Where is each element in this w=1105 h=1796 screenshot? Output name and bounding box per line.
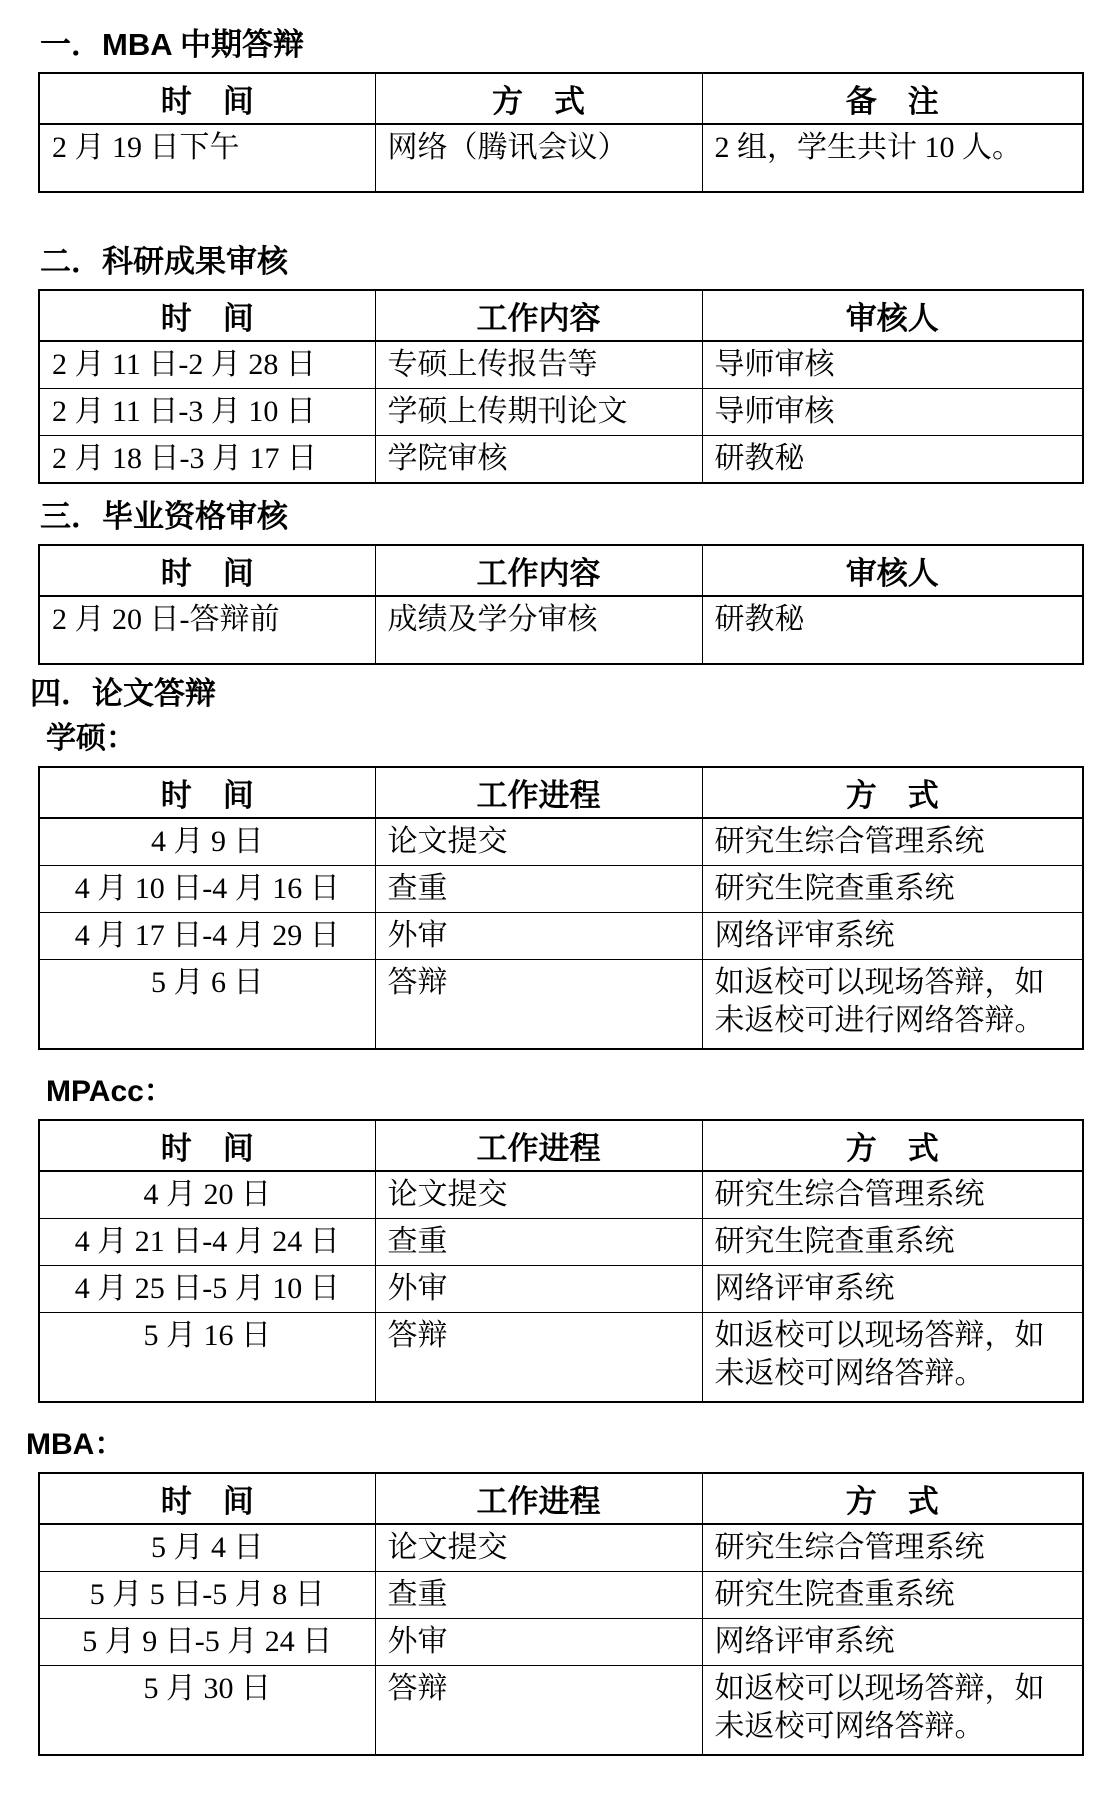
method-header: 方 式 (702, 1120, 1083, 1171)
section-graduation-qualification-review (38, 498, 1085, 665)
method-cell: 研究生院查重系统 (702, 1572, 1083, 1619)
qualification-review-table (38, 544, 1084, 665)
work-progress-cell: 查重 (375, 866, 702, 913)
method-cell: 如返校可以现场答辩，如未返校可网络答辩。 (702, 1313, 1083, 1403)
table-row (39, 1219, 1083, 1266)
work-progress-cell: 论文提交 (375, 1524, 702, 1572)
subsection-mpacc (38, 1074, 1085, 1403)
table-row (39, 389, 1083, 436)
table-row (39, 913, 1083, 960)
time-header: 时 间 (39, 545, 375, 596)
method-cell: 研究生综合管理系统 (702, 1524, 1083, 1572)
mpacc-defense-table (38, 1119, 1084, 1403)
table-row (39, 436, 1083, 484)
time-cell: 2 月 20 日-答辩前 (39, 596, 375, 664)
subsection-academic-master (38, 721, 1085, 1050)
subsection-label: MBA： (26, 1428, 125, 1461)
time-cell: 4 月 9 日 (39, 818, 375, 866)
method-cell: 如返校可以现场答辩，如未返校可网络答辩。 (702, 1666, 1083, 1756)
method-cell: 网络评审系统 (702, 1266, 1083, 1313)
table-row (39, 124, 1083, 192)
time-cell: 5 月 16 日 (39, 1313, 375, 1403)
note-cell: 2 组，学生共计 10 人。 (702, 124, 1083, 192)
section-title: 一．MBA 中期答辩 (40, 27, 305, 62)
work-progress-cell: 答辩 (375, 1666, 702, 1756)
time-cell: 4 月 25 日-5 月 10 日 (39, 1266, 375, 1313)
header-row (39, 1120, 1083, 1171)
table-row (39, 1313, 1083, 1403)
method-cell: 研究生综合管理系统 (702, 818, 1083, 866)
table-row (39, 1524, 1083, 1572)
work-content-cell: 学院审核 (375, 436, 702, 484)
subsection-label: 学硕： (46, 722, 136, 755)
time-header: 时 间 (39, 1120, 375, 1171)
table-row (39, 1619, 1083, 1666)
method-cell: 研究生院查重系统 (702, 866, 1083, 913)
subsection-mba (26, 1427, 1085, 1756)
work-progress-cell: 查重 (375, 1572, 702, 1619)
work-progress-cell: 外审 (375, 1619, 702, 1666)
reviewer-header: 审核人 (702, 545, 1083, 596)
work-progress-cell: 外审 (375, 913, 702, 960)
subsection-label: MPAcc： (46, 1075, 174, 1108)
method-header: 方 式 (375, 73, 702, 124)
time-cell: 4 月 21 日-4 月 24 日 (39, 1219, 375, 1266)
time-cell: 4 月 10 日-4 月 16 日 (39, 866, 375, 913)
method-cell: 网络（腾讯会议） (375, 124, 702, 192)
time-cell: 2 月 11 日-3 月 10 日 (39, 389, 375, 436)
table-row (39, 341, 1083, 389)
work-content-cell: 学硕上传期刊论文 (375, 389, 702, 436)
table-row (39, 818, 1083, 866)
section-title: 二．科研成果审核 (40, 244, 288, 279)
reviewer-cell: 研教秘 (702, 596, 1083, 664)
header-row (39, 545, 1083, 596)
work-content-cell: 专硕上传报告等 (375, 341, 702, 389)
header-row (39, 767, 1083, 818)
work-progress-cell: 答辩 (375, 1313, 702, 1403)
table-row (39, 960, 1083, 1050)
method-header: 方 式 (702, 767, 1083, 818)
time-cell: 5 月 6 日 (39, 960, 375, 1050)
time-header: 时 间 (39, 1473, 375, 1524)
table-row (39, 1171, 1083, 1219)
method-cell: 研究生院查重系统 (702, 1219, 1083, 1266)
work-progress-header: 工作进程 (375, 1473, 702, 1524)
method-cell: 如返校可以现场答辩，如未返校可进行网络答辩。 (702, 960, 1083, 1050)
table-row (39, 1266, 1083, 1313)
table-row (39, 1572, 1083, 1619)
work-progress-cell: 查重 (375, 1219, 702, 1266)
work-content-cell: 成绩及学分审核 (375, 596, 702, 664)
time-cell: 5 月 5 日-5 月 8 日 (39, 1572, 375, 1619)
header-row (39, 1473, 1083, 1524)
mba-defense-table (38, 1472, 1084, 1756)
section-research-results-review (38, 243, 1085, 484)
header-row (39, 73, 1083, 124)
time-cell: 2 月 11 日-2 月 28 日 (39, 341, 375, 389)
section-title: 三．毕业资格审核 (40, 499, 288, 534)
reviewer-cell: 导师审核 (702, 389, 1083, 436)
work-content-header: 工作内容 (375, 545, 702, 596)
time-cell: 5 月 30 日 (39, 1666, 375, 1756)
section-mba-midterm-defense (38, 26, 1085, 193)
method-cell: 网络评审系统 (702, 913, 1083, 960)
table-row (39, 866, 1083, 913)
work-progress-header: 工作进程 (375, 1120, 702, 1171)
table-row (39, 1666, 1083, 1756)
reviewer-header: 审核人 (702, 290, 1083, 341)
time-header: 时 间 (39, 767, 375, 818)
work-content-header: 工作内容 (375, 290, 702, 341)
academic-master-defense-table (38, 766, 1084, 1050)
method-header: 方 式 (702, 1473, 1083, 1524)
table-row (39, 596, 1083, 664)
time-cell: 4 月 17 日-4 月 29 日 (39, 913, 375, 960)
time-header: 时 间 (39, 73, 375, 124)
time-cell: 5 月 9 日-5 月 24 日 (39, 1619, 375, 1666)
research-review-table (38, 289, 1084, 484)
work-progress-cell: 论文提交 (375, 1171, 702, 1219)
header-row (39, 290, 1083, 341)
time-cell: 2 月 19 日下午 (39, 124, 375, 192)
section-title: 四．论文答辩 (30, 676, 216, 711)
work-progress-cell: 外审 (375, 1266, 702, 1313)
reviewer-cell: 研教秘 (702, 436, 1083, 484)
time-cell: 2 月 18 日-3 月 17 日 (39, 436, 375, 484)
reviewer-cell: 导师审核 (702, 341, 1083, 389)
work-progress-header: 工作进程 (375, 767, 702, 818)
method-cell: 研究生综合管理系统 (702, 1171, 1083, 1219)
note-header: 备 注 (702, 73, 1083, 124)
work-progress-cell: 答辩 (375, 960, 702, 1050)
method-cell: 网络评审系统 (702, 1619, 1083, 1666)
time-cell: 4 月 20 日 (39, 1171, 375, 1219)
time-cell: 5 月 4 日 (39, 1524, 375, 1572)
section-thesis-defense (26, 675, 1085, 1756)
work-progress-cell: 论文提交 (375, 818, 702, 866)
time-header: 时 间 (39, 290, 375, 341)
mba-midterm-table (38, 72, 1084, 193)
